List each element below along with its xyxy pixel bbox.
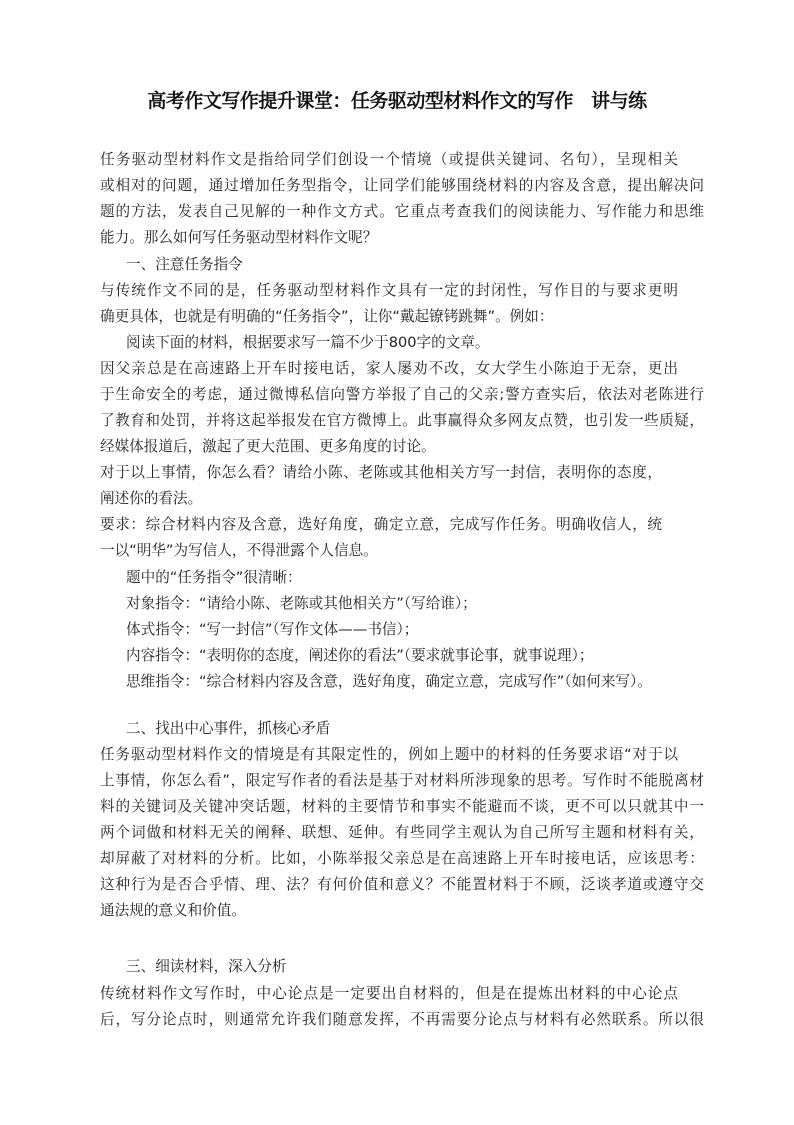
paragraph-line: 对象指令：“请给小陈、老陈或其他相关方”（写给谁）；: [126, 595, 477, 612]
paragraph-line: 一以“明华”为写信人，不得泄露个人信息。: [100, 542, 378, 559]
paragraph-line: 了教育和处罚，并将这起举报发在官方微博上。此事赢得众多网友点赞，也引发一些质疑，: [100, 412, 704, 429]
paragraph-line: 于生命安全的考虑，通过微博私信向警方举报了自己的父亲;警方查实后，依法对老陈进行: [100, 386, 704, 403]
paragraph-line: 任务驱动型材料作文的情境是有其限定性的，例如上题中的材料的任务要求语“对于以: [100, 746, 678, 763]
section-heading: 一、注意任务指令: [126, 256, 243, 273]
paragraph-line: 能力。那么如何写任务驱动型材料作文呢？: [100, 229, 378, 246]
section-heading: 二、找出中心事件，抓核心矛盾: [126, 720, 331, 737]
paragraph-line: 通法规的意义和价值。: [100, 902, 246, 919]
paragraph-line: 经媒体报道后，激起了更大范围、更多角度的讨论。: [100, 438, 436, 455]
paragraph-line: 题的方法，发表自己见解的一种作文方式。它重点考查我们的阅读能力、写作能力和思维: [100, 203, 704, 220]
paragraph-line: 阐述你的看法。: [100, 490, 203, 507]
paragraph-line: 题中的“任务指令”很清晰：: [126, 569, 302, 586]
paragraph-line: 与传统作文不同的是，任务驱动型材料作文具有一定的封闭性，写作目的与要求更明: [100, 282, 678, 299]
paragraph-line: 却屏蔽了对材料的分析。比如，小陈举报父亲总是在高速路上开车时接电话，应该思考：: [100, 850, 704, 867]
paragraph-line: 任务驱动型材料作文是指给同学们创设一个情境（或提供关键词、名句），呈现相关: [100, 151, 678, 168]
paragraph-line: 阅读下面的材料，根据要求写一篇不少于800字的文章。: [126, 334, 490, 351]
paragraph-line: 两个词做和材料无关的阐释、联想、延伸。有些同学主观认为自己所写主题和材料有关，: [100, 824, 704, 841]
paragraph-line: 要求：综合材料内容及含意，选好角度，确定立意，完成写作任务。明确收信人，统: [100, 516, 662, 533]
paragraph-line: 因父亲总是在高速路上开车时接电话，家人屡劝不改，女大学生小陈迫于无奈，更出: [100, 360, 678, 377]
paragraph-line: 或相对的问题，通过增加任务型指令，让同学们能够围绕材料的内容及含意，提出解决问: [100, 177, 704, 194]
paragraph-line: 传统材料作文写作时，中心论点是一定要出自材料的，但是在提炼出材料的中心论点: [100, 985, 678, 1002]
paragraph-line: 料的关键词及关键冲突话题，材料的主要情节和事实不能避而不谈，更不可以只就其中一: [100, 798, 704, 815]
section-heading: 三、细读材料，深入分析: [126, 958, 287, 975]
paragraph-line: 思维指令：“综合材料内容及含意，选好角度，确定立意，完成写作”（如何来写）。: [126, 673, 652, 690]
paragraph-line: 确更具体，也就是有明确的“任务指令”，让你“戴起镣铐跳舞”。例如：: [100, 308, 554, 325]
paragraph-line: 内容指令：“表明你的态度，阐述你的看法”（要求就事论事，就事说理）；: [126, 647, 594, 664]
paragraph-line: 这种行为是否合乎情、理、法？有何价值和意义？不能置材料于不顾，泛谈孝道或遵守交: [100, 876, 704, 893]
paragraph-line: 后，写分论点时，则通常允许我们随意发挥，不再需要分论点与材料有必然联系。所以很: [100, 1011, 704, 1028]
paragraph-line: 对于以上事情，你怎么看？请给小陈、老陈或其他相关方写一封信，表明你的态度，: [100, 464, 662, 481]
document-title: 高考作文写作提升课堂：任务驱动型材料作文的写作 讲与练: [147, 90, 647, 112]
paragraph-line: 体式指令：“写一封信”（写作文体——书信）；: [126, 621, 419, 638]
paragraph-line: 上事情，你怎么看”，限定写作者的看法是基于对材料所涉现象的思考。写作时不能脱离材: [100, 772, 704, 789]
